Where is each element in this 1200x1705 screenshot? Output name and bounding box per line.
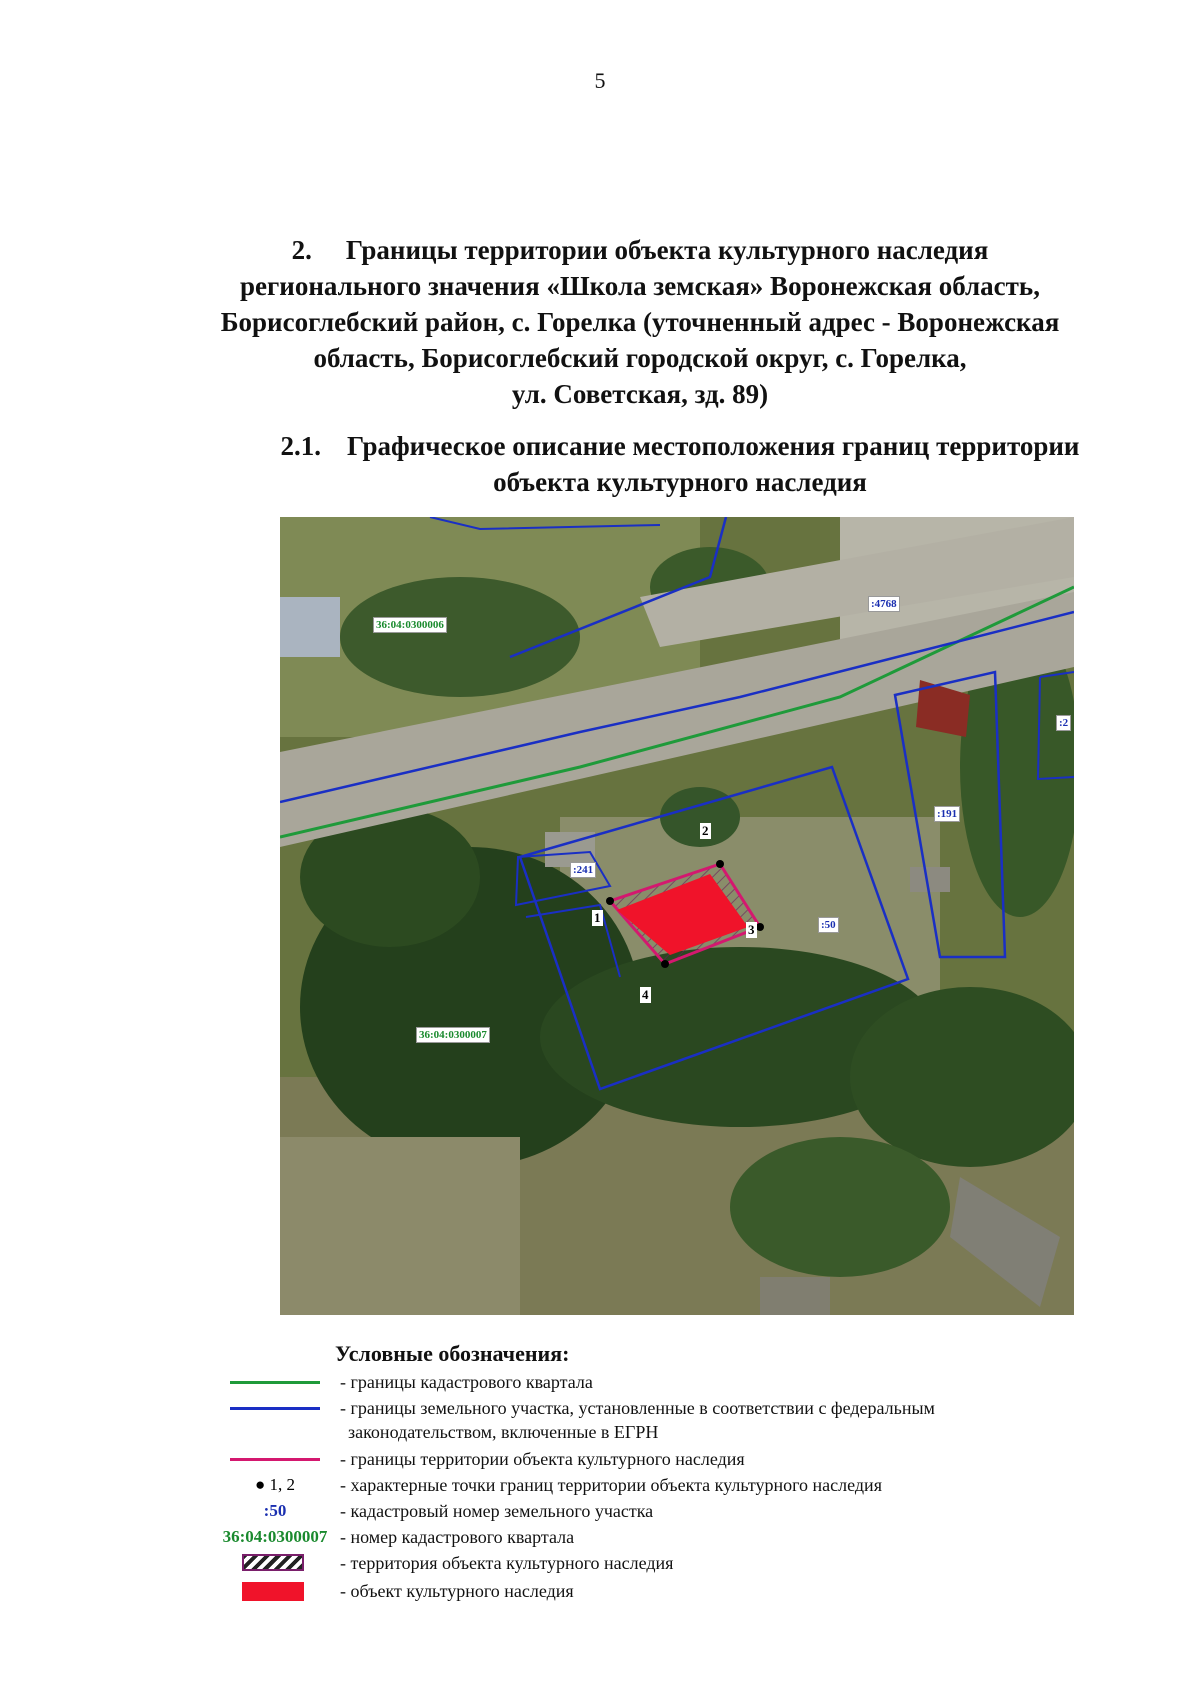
point-3-marker	[756, 923, 764, 931]
legend-item-heritage-boundary	[0, 1447, 1200, 1473]
legend-title: Условные обозначения:	[335, 1341, 570, 1366]
parcel-label-241: :241	[570, 862, 596, 878]
blue-line-icon	[230, 1407, 320, 1410]
section-number: 2.	[291, 235, 312, 265]
parcel-label-4768: :4768	[868, 596, 900, 612]
subheading-line-2: объекта культурного наследия	[493, 467, 867, 497]
heading-line-2: регионального значения «Школа земская» Воронежская область,	[240, 271, 1040, 301]
page-number: 5	[594, 68, 606, 93]
legend-item-quarter-number	[0, 1525, 1200, 1551]
legend-text: - характерные точки границ территории объекта культурного наследия	[340, 1475, 882, 1495]
parcel-label-2: :2	[1056, 715, 1071, 731]
legend-text-continued: законодательством, включенные в ЕГРН	[348, 1422, 659, 1442]
legend-text: - границы кадастрового квартала	[340, 1372, 593, 1392]
point-4-marker	[661, 960, 669, 968]
legend-text: - номер кадастрового квартала	[340, 1527, 575, 1547]
point-1-marker	[606, 897, 614, 905]
legend-text: - границы земельного участка, установленные в соответствии с федеральным	[340, 1398, 935, 1418]
red-fill-swatch-icon	[242, 1582, 304, 1601]
point-label-1: 1	[594, 910, 601, 925]
point-label-4: 4	[642, 987, 649, 1002]
parcel-label-191: :191	[934, 806, 960, 822]
legend-text: - кадастровый номер земельного участка	[340, 1501, 654, 1521]
legend-item-quarter-boundary	[0, 1370, 1200, 1396]
map-imagery	[280, 517, 1074, 1315]
quarter-label-0300007: 36:04:0300007	[416, 1027, 490, 1043]
parcel-label-50: :50	[818, 917, 839, 933]
legend-text: - границы территории объекта культурного наследия	[340, 1449, 745, 1469]
heading-line-1: Границы территории объекта культурного наследия	[345, 235, 989, 265]
legend-text: - территория объекта культурного наследия	[340, 1553, 674, 1573]
heading-line-4: область, Борисоглебский городской округ, с. Горелка,	[313, 343, 967, 373]
point-dot-icon: ● 1, 2	[254, 1475, 296, 1494]
hatch-swatch-icon	[242, 1554, 304, 1571]
legend-text: - объект культурного наследия	[340, 1581, 574, 1601]
legend-item-heritage-territory	[0, 1551, 1200, 1577]
point-2-marker	[716, 860, 724, 868]
legend-item-parcel-number	[0, 1499, 1200, 1525]
quarter-label-0300006: 36:04:0300006	[373, 617, 447, 633]
heading-line-3: Борисоглебский район, с. Горелка (уточненный адрес - Воронежская	[220, 307, 1060, 337]
point-label-3: 3	[748, 922, 755, 937]
legend-item-parcel-boundary	[0, 1396, 1200, 1448]
green-line-icon	[230, 1381, 320, 1384]
subsection-number: 2.1.	[280, 431, 321, 461]
parcel-number-sample: :50	[263, 1501, 287, 1520]
legend-item-heritage-object	[0, 1579, 1200, 1605]
section-heading	[160, 232, 1120, 412]
heading-line-5: ул. Советская, зд. 89)	[511, 379, 769, 409]
subsection-heading	[200, 428, 1160, 500]
point-label-2: 2	[702, 823, 709, 838]
quarter-number-sample: 36:04:0300007	[222, 1527, 328, 1546]
cadastral-map	[280, 517, 1074, 1315]
magenta-line-icon	[230, 1458, 320, 1461]
subheading-line-1: Графическое описание местоположения границ территории	[347, 431, 1080, 461]
legend-item-boundary-points	[0, 1473, 1200, 1499]
